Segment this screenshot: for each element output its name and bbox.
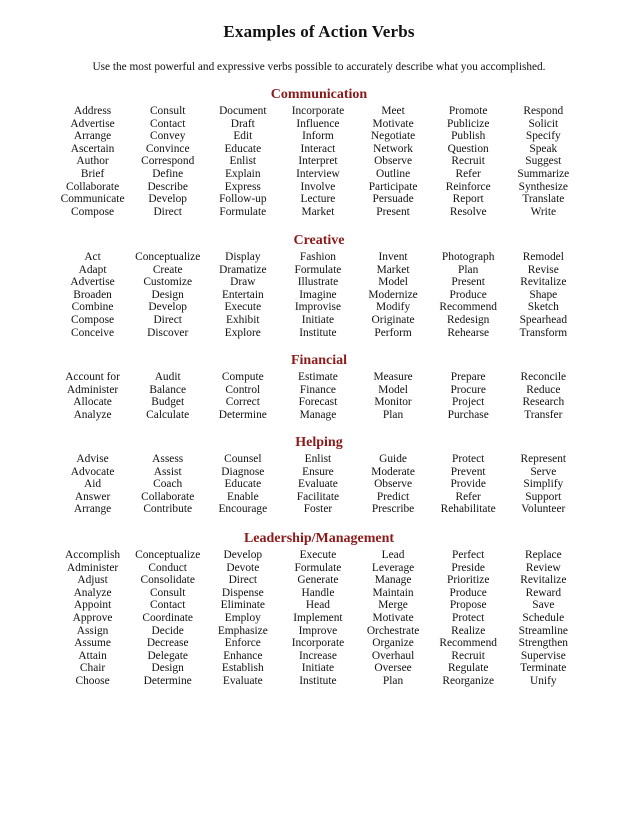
verb-column bbox=[55, 251, 130, 339]
verb-item: Ascertain bbox=[70, 142, 115, 155]
verb-item: Orchestrate bbox=[366, 624, 420, 637]
verb-column bbox=[130, 371, 205, 421]
verb-item: Refer bbox=[455, 167, 481, 180]
verb-item: Encourage bbox=[218, 503, 268, 516]
verb-item: Direct bbox=[153, 205, 182, 218]
verb-item: Enforce bbox=[224, 637, 261, 650]
verb-item: Follow-up bbox=[219, 193, 267, 206]
verb-item: Recommend bbox=[439, 301, 497, 314]
section-heading-leadership-management: Leadership/Management bbox=[243, 531, 395, 546]
verb-item: Explore bbox=[224, 326, 261, 339]
verb-grid-creative bbox=[55, 251, 581, 339]
verb-item: Describe bbox=[147, 180, 188, 193]
verb-item: Finance bbox=[299, 383, 336, 396]
verb-item: Oversee bbox=[374, 662, 412, 675]
verb-column bbox=[205, 105, 280, 218]
verb-item: Meet bbox=[381, 105, 405, 117]
verb-item: Analyze bbox=[73, 586, 112, 599]
verb-item: Brief bbox=[80, 167, 105, 180]
verb-item: Predict bbox=[376, 490, 410, 503]
verb-column bbox=[431, 251, 506, 339]
verb-item: Redesign bbox=[446, 313, 490, 326]
verb-item: Manage bbox=[374, 574, 412, 587]
verb-item: Recommend bbox=[439, 637, 497, 650]
verb-item: Organize bbox=[372, 637, 414, 650]
verb-column bbox=[431, 453, 506, 516]
verb-item: Entertain bbox=[221, 288, 264, 301]
verb-item: Model bbox=[378, 383, 408, 396]
verb-item: Document bbox=[219, 105, 267, 117]
verb-item: Synthesize bbox=[518, 180, 568, 193]
verb-column bbox=[280, 371, 355, 421]
verb-item: Participate bbox=[368, 180, 418, 193]
verb-item: Project bbox=[452, 396, 485, 409]
verb-item: Evaluate bbox=[298, 478, 338, 491]
verb-item: Regulate bbox=[447, 662, 489, 675]
verb-item: Conceptualize bbox=[135, 549, 201, 561]
verb-item: Inform bbox=[302, 130, 334, 143]
verb-item: Draft bbox=[230, 117, 255, 130]
verb-item: Rehabilitate bbox=[440, 503, 496, 516]
verb-item: Develop bbox=[148, 301, 187, 314]
verb-column bbox=[431, 371, 506, 421]
verb-item: Reconcile bbox=[520, 371, 567, 383]
verb-item: Ensure bbox=[302, 465, 334, 478]
verb-item: Counsel bbox=[224, 453, 262, 465]
verb-item: Modify bbox=[375, 301, 411, 314]
verb-column bbox=[506, 105, 581, 218]
verb-column bbox=[55, 371, 130, 421]
verb-item: Refer bbox=[455, 490, 481, 503]
verb-item: Increase bbox=[298, 649, 337, 662]
verb-column bbox=[280, 453, 355, 516]
verb-item: Define bbox=[152, 167, 184, 180]
verb-item: Rehearse bbox=[447, 326, 490, 339]
verb-item: Consolidate bbox=[140, 574, 195, 587]
verb-item: Revitalize bbox=[520, 574, 567, 587]
verb-item: Market bbox=[301, 205, 335, 218]
verb-column bbox=[506, 549, 581, 688]
verb-item: Chair bbox=[79, 662, 106, 675]
verb-item: Schedule bbox=[522, 611, 565, 624]
verb-item: Market bbox=[376, 263, 410, 276]
verb-item: Imagine bbox=[299, 288, 337, 301]
verb-item: Approve bbox=[72, 611, 113, 624]
verb-item: Interpret bbox=[298, 155, 338, 168]
verb-item: Budget bbox=[151, 396, 185, 409]
verb-item: Assess bbox=[152, 453, 184, 465]
verb-item: Respond bbox=[523, 105, 564, 117]
verb-item: Answer bbox=[74, 490, 111, 503]
verb-item: Specify bbox=[525, 130, 561, 143]
verb-item: Generate bbox=[297, 574, 339, 587]
verb-column bbox=[55, 549, 130, 688]
verb-item: Provide bbox=[450, 478, 486, 491]
verb-item: Report bbox=[452, 193, 484, 206]
verb-item: Choose bbox=[75, 674, 110, 687]
verb-item: Guide bbox=[379, 453, 407, 465]
verb-item: Communicate bbox=[60, 193, 125, 206]
verb-item: Attain bbox=[78, 649, 107, 662]
verb-item: Correct bbox=[225, 396, 260, 409]
verb-item: Enlist bbox=[304, 453, 332, 465]
verb-item: Express bbox=[224, 180, 261, 193]
verb-item: Execute bbox=[224, 301, 262, 314]
verb-item: Supervise bbox=[520, 649, 566, 662]
verb-column bbox=[356, 453, 431, 516]
verb-item: Question bbox=[447, 142, 489, 155]
intro-text: Use the most powerful and expressive verbs possible to accurately describe what you accomplished. bbox=[92, 61, 546, 73]
verb-column bbox=[130, 251, 205, 339]
verb-item: Prescribe bbox=[371, 503, 415, 516]
verb-column bbox=[506, 251, 581, 339]
verb-item: Aid bbox=[84, 478, 102, 491]
verb-item: Arrange bbox=[73, 503, 112, 516]
verb-item: Display bbox=[225, 251, 261, 263]
verb-item: Advertise bbox=[70, 276, 115, 289]
verb-item: Shape bbox=[529, 288, 558, 301]
verb-item: Forecast bbox=[298, 396, 338, 409]
verb-item: Institute bbox=[299, 326, 337, 339]
verb-item: Research bbox=[522, 396, 565, 409]
verb-item: Enlist bbox=[229, 155, 257, 168]
verb-item: Decrease bbox=[146, 637, 189, 650]
verb-item: Design bbox=[151, 288, 184, 301]
verb-column bbox=[506, 453, 581, 516]
verb-item: Invent bbox=[378, 251, 408, 263]
verb-item: Develop bbox=[223, 549, 263, 561]
verb-item: Facilitate bbox=[296, 490, 340, 503]
verb-item: Delegate bbox=[147, 649, 188, 662]
verb-item: Conduct bbox=[148, 561, 187, 574]
verb-item: Translate bbox=[522, 193, 565, 206]
verb-item: Head bbox=[305, 599, 330, 612]
verb-item: Manage bbox=[299, 408, 337, 421]
verb-item: Coach bbox=[153, 478, 183, 491]
verb-item: Perform bbox=[374, 326, 412, 339]
verb-item: Create bbox=[152, 263, 183, 276]
verb-item: Procure bbox=[450, 383, 486, 396]
verb-item: Interact bbox=[300, 142, 336, 155]
verb-item: Discover bbox=[147, 326, 189, 339]
verb-item: Produce bbox=[449, 288, 487, 301]
verb-item: Address bbox=[73, 105, 112, 117]
verb-item: Contact bbox=[149, 599, 186, 612]
verb-item: Overhaul bbox=[371, 649, 415, 662]
verb-item: Control bbox=[225, 383, 261, 396]
verb-item: Initiate bbox=[301, 313, 335, 326]
verb-item: Administer bbox=[66, 561, 119, 574]
verb-item: Moderate bbox=[371, 465, 415, 478]
verb-item: Monitor bbox=[374, 396, 412, 409]
verb-item: Analyze bbox=[73, 408, 112, 421]
verb-item: Review bbox=[525, 561, 561, 574]
verb-item: Initiate bbox=[301, 662, 335, 675]
verb-grid-helping bbox=[55, 453, 581, 516]
verb-item: Lecture bbox=[300, 193, 336, 206]
verb-item: Audit bbox=[154, 371, 181, 383]
verb-item: Originate bbox=[371, 313, 415, 326]
verb-item: Observe bbox=[374, 478, 413, 491]
verb-item: Publicize bbox=[446, 117, 490, 130]
verb-item: Save bbox=[532, 599, 555, 612]
section-heading-financial: Financial bbox=[290, 353, 347, 368]
verb-item: Improvise bbox=[294, 301, 342, 314]
page-title: Examples of Action Verbs bbox=[223, 22, 415, 41]
verb-column bbox=[205, 371, 280, 421]
verb-item: Determine bbox=[143, 674, 192, 687]
verb-item: Adapt bbox=[78, 263, 107, 276]
verb-item: Estimate bbox=[298, 371, 338, 383]
verb-item: Model bbox=[378, 276, 408, 289]
verb-item: Emphasize bbox=[217, 624, 268, 637]
verb-item: Support bbox=[525, 490, 562, 503]
verb-item: Photograph bbox=[441, 251, 495, 263]
verb-item: Arrange bbox=[73, 130, 112, 143]
verb-item: Account for bbox=[65, 371, 120, 383]
verb-item: Simplify bbox=[523, 478, 564, 491]
verb-item: Lead bbox=[381, 549, 405, 561]
verb-item: Plan bbox=[382, 408, 404, 421]
verb-item: Dispense bbox=[221, 586, 264, 599]
verb-item: Leverage bbox=[371, 561, 415, 574]
verb-item: Fashion bbox=[299, 251, 336, 263]
verb-column bbox=[356, 371, 431, 421]
verb-column bbox=[356, 251, 431, 339]
verb-item: Negotiate bbox=[370, 130, 416, 143]
verb-column bbox=[506, 371, 581, 421]
verb-item: Serve bbox=[530, 465, 557, 478]
verb-column bbox=[55, 453, 130, 516]
verb-item: Present bbox=[376, 205, 410, 218]
verb-item: Accomplish bbox=[65, 549, 121, 561]
verb-item: Exhibit bbox=[226, 313, 260, 326]
verb-item: Reinforce bbox=[445, 180, 491, 193]
verb-item: Compose bbox=[71, 313, 115, 326]
verb-item: Adjust bbox=[77, 574, 108, 587]
verb-grid-financial bbox=[55, 371, 581, 421]
verb-item: Unify bbox=[530, 674, 557, 687]
verb-item: Resolve bbox=[449, 205, 487, 218]
verb-item: Convince bbox=[145, 142, 190, 155]
verb-column bbox=[356, 549, 431, 688]
verb-item: Assist bbox=[153, 465, 182, 478]
verb-item: Assume bbox=[74, 637, 111, 650]
verb-column bbox=[130, 453, 205, 516]
section-heading-creative: Creative bbox=[293, 233, 345, 248]
verb-column bbox=[280, 251, 355, 339]
verb-item: Prepare bbox=[450, 371, 486, 383]
verb-item: Design bbox=[151, 662, 184, 675]
verb-item: Act bbox=[84, 251, 101, 263]
verb-item: Preside bbox=[451, 561, 485, 574]
verb-item: Reward bbox=[525, 586, 562, 599]
verb-item: Motivate bbox=[372, 117, 414, 130]
verb-grid-leadership-management bbox=[55, 549, 581, 688]
verb-item: Enable bbox=[227, 490, 259, 503]
verb-column bbox=[431, 549, 506, 688]
verb-item: Influence bbox=[296, 117, 340, 130]
verb-item: Educate bbox=[224, 142, 262, 155]
verb-item: Evaluate bbox=[222, 674, 263, 687]
verb-item: Write bbox=[530, 205, 557, 218]
verb-column bbox=[55, 105, 130, 218]
verb-item: Employ bbox=[224, 611, 261, 624]
verb-item: Advertise bbox=[70, 117, 115, 130]
verb-item: Summarize bbox=[517, 167, 570, 180]
verb-item: Revise bbox=[527, 263, 559, 276]
verb-item: Prevent bbox=[450, 465, 486, 478]
verb-item: Compose bbox=[71, 205, 115, 218]
verb-item: Transform bbox=[519, 326, 568, 339]
verb-item: Suggest bbox=[525, 155, 562, 168]
verb-item: Interview bbox=[296, 167, 340, 180]
verb-item: Merge bbox=[378, 599, 408, 612]
verb-item: Institute bbox=[299, 674, 337, 687]
verb-item: Replace bbox=[524, 549, 562, 561]
verb-item: Correspond bbox=[141, 155, 195, 168]
verb-item: Plan bbox=[382, 674, 404, 687]
verb-item: Execute bbox=[299, 549, 337, 561]
verb-column bbox=[280, 549, 355, 688]
verb-item: Protect bbox=[452, 611, 485, 624]
verb-item: Strengthen bbox=[518, 637, 568, 650]
verb-item: Measure bbox=[373, 371, 413, 383]
verb-item: Publish bbox=[451, 130, 486, 143]
verb-grid-communication bbox=[55, 105, 581, 218]
verb-item: Involve bbox=[300, 180, 336, 193]
verb-item: Illustrate bbox=[297, 276, 339, 289]
verb-item: Decide bbox=[151, 624, 184, 637]
verb-item: Determine bbox=[218, 408, 267, 421]
verb-item: Coordinate bbox=[142, 611, 193, 624]
verb-item: Terminate bbox=[520, 662, 567, 675]
verb-item: Contribute bbox=[143, 503, 193, 516]
verb-item: Improve bbox=[298, 624, 338, 637]
section-heading-communication: Communication bbox=[270, 87, 368, 102]
verb-item: Administer bbox=[66, 383, 119, 396]
verb-item: Persuade bbox=[372, 193, 414, 206]
verb-item: Enhance bbox=[223, 649, 263, 662]
verb-item: Handle bbox=[301, 586, 335, 599]
verb-item: Direct bbox=[228, 574, 258, 587]
verb-item: Volunteer bbox=[521, 503, 566, 516]
verb-item: Collaborate bbox=[65, 180, 120, 193]
verb-item: Promote bbox=[448, 105, 488, 117]
verb-column bbox=[205, 453, 280, 516]
section-heading-helping: Helping bbox=[295, 435, 343, 450]
verb-item: Educate bbox=[224, 478, 262, 491]
verb-column bbox=[130, 105, 205, 218]
verb-item: Perfect bbox=[452, 549, 485, 561]
verb-item: Explain bbox=[225, 167, 261, 180]
verb-item: Establish bbox=[221, 662, 264, 675]
verb-item: Sketch bbox=[527, 301, 559, 314]
verb-item: Diagnose bbox=[221, 465, 265, 478]
verb-item: Conceive bbox=[71, 326, 115, 339]
verb-item: Foster bbox=[303, 503, 333, 516]
verb-item: Formulate bbox=[294, 263, 342, 276]
verb-item: Convey bbox=[149, 130, 186, 143]
verb-item: Prioritize bbox=[446, 574, 490, 587]
verb-item: Author bbox=[76, 155, 109, 168]
verb-item: Consult bbox=[149, 105, 186, 117]
verb-column bbox=[205, 549, 280, 688]
verb-item: Collaborate bbox=[141, 490, 195, 503]
verb-item: Customize bbox=[143, 276, 193, 289]
verb-item: Dramatize bbox=[219, 263, 267, 276]
verb-item: Solicit bbox=[528, 117, 559, 130]
verb-item: Present bbox=[451, 276, 485, 289]
verb-item: Plan bbox=[458, 263, 479, 276]
verb-column bbox=[130, 549, 205, 688]
verb-item: Balance bbox=[149, 383, 187, 396]
verb-item: Consult bbox=[149, 586, 186, 599]
verb-item: Produce bbox=[449, 586, 487, 599]
verb-item: Appoint bbox=[73, 599, 112, 612]
verb-column bbox=[205, 251, 280, 339]
verb-item: Streamline bbox=[518, 624, 568, 637]
verb-item: Assign bbox=[76, 624, 109, 637]
verb-item: Direct bbox=[153, 313, 182, 326]
verb-item: Network bbox=[373, 142, 413, 155]
verb-item: Advocate bbox=[70, 465, 115, 478]
verb-item: Combine bbox=[71, 301, 114, 314]
verb-item: Outline bbox=[375, 167, 411, 180]
verb-item: Compute bbox=[221, 371, 264, 383]
verb-column bbox=[280, 105, 355, 218]
verb-item: Allocate bbox=[73, 396, 112, 409]
verb-item: Observe bbox=[374, 155, 413, 168]
verb-item: Edit bbox=[233, 130, 253, 143]
verb-item: Modernize bbox=[368, 288, 418, 301]
verb-item: Remodel bbox=[522, 251, 564, 263]
verb-item: Formulate bbox=[294, 561, 342, 574]
verb-item: Incorporate bbox=[291, 105, 345, 117]
verb-item: Protect bbox=[452, 453, 485, 465]
verb-item: Draw bbox=[230, 276, 256, 289]
verb-item: Recruit bbox=[451, 155, 485, 168]
verb-item: Transfer bbox=[524, 408, 563, 421]
verb-item: Spearhead bbox=[519, 313, 568, 326]
verb-item: Represent bbox=[520, 453, 567, 465]
verb-column bbox=[356, 105, 431, 218]
verb-item: Speak bbox=[529, 142, 558, 155]
verb-item: Devote bbox=[226, 561, 260, 574]
verb-item: Formulate bbox=[219, 205, 267, 218]
verb-column bbox=[431, 105, 506, 218]
verb-item: Maintain bbox=[372, 586, 414, 599]
verb-item: Implement bbox=[293, 611, 343, 624]
verb-item: Contact bbox=[149, 117, 186, 130]
verb-item: Reorganize bbox=[442, 674, 495, 687]
verb-item: Eliminate bbox=[220, 599, 265, 612]
verb-item: Advise bbox=[76, 453, 109, 465]
verb-item: Develop bbox=[148, 193, 187, 206]
verb-item: Purchase bbox=[447, 408, 489, 421]
verb-item: Calculate bbox=[146, 408, 190, 421]
verb-item: Conceptualize bbox=[135, 251, 201, 263]
verb-item: Incorporate bbox=[291, 637, 345, 650]
verb-item: Broaden bbox=[73, 288, 112, 301]
verb-item: Recruit bbox=[451, 649, 485, 662]
verb-item: Reduce bbox=[526, 383, 561, 396]
verb-item: Revitalize bbox=[520, 276, 567, 289]
verb-item: Motivate bbox=[372, 611, 414, 624]
verb-item: Realize bbox=[451, 624, 486, 637]
verb-item: Propose bbox=[449, 599, 487, 612]
